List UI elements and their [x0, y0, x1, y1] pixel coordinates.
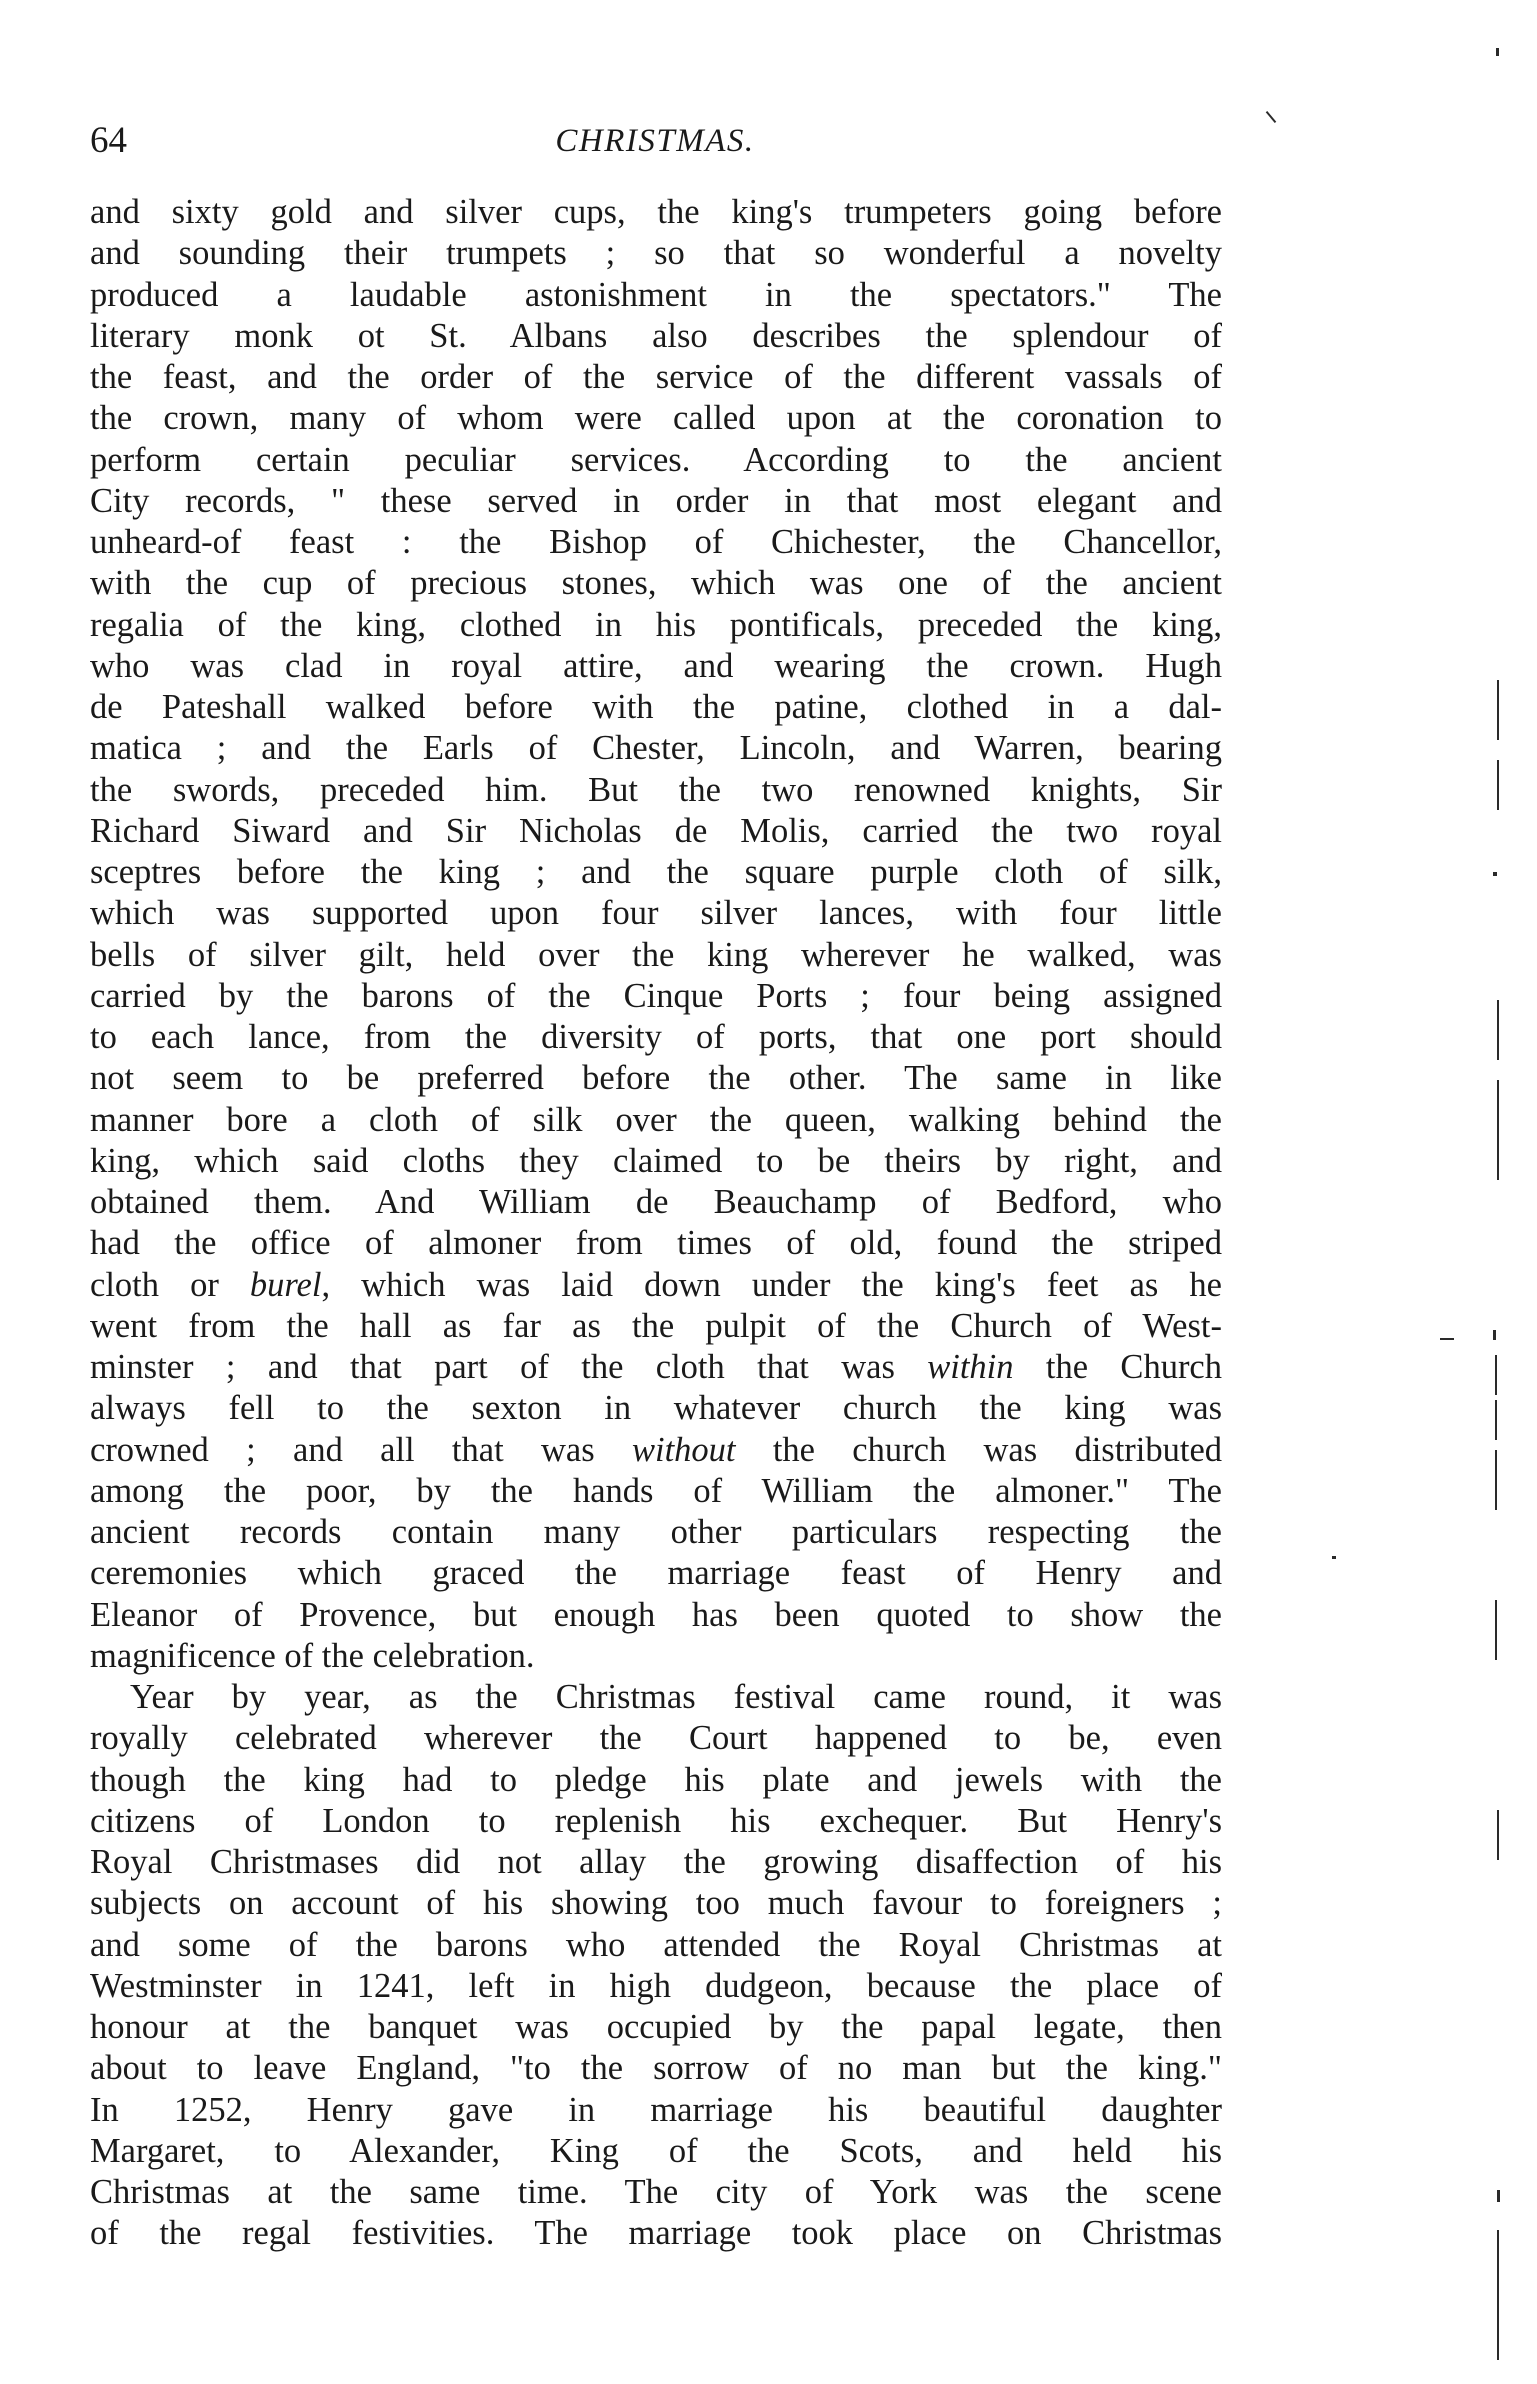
scan-mark	[1495, 1450, 1497, 1510]
scan-mark	[1497, 1000, 1499, 1060]
scan-mark	[1332, 1556, 1336, 1559]
text-line: about to leave England, "to the sorrow of no man but the king."	[90, 2049, 1222, 2088]
text-line: Christmas at the same time. The city of York was the scene	[90, 2173, 1222, 2211]
text-line: matica ; and the Earls of Chester, Lincoln, and Warren, bearing	[90, 729, 1222, 768]
scan-mark	[1495, 1400, 1497, 1440]
text-line: In 1252, Henry gave in marriage his beautiful daughter	[90, 2090, 1222, 2129]
text-line: Richard Siward and Sir Nicholas de Molis, carried the two royal	[90, 811, 1222, 850]
text-line: perform certain peculiar services. According to the ancient	[90, 440, 1222, 479]
running-head: CHRISTMAS.	[555, 123, 755, 159]
paragraph	[90, 1677, 1222, 2255]
text-line: the feast, and the order of the service of the different vassals of	[90, 358, 1222, 396]
scan-mark	[1497, 680, 1499, 740]
scan-mark	[1497, 2190, 1500, 2202]
text-line: and some of the barons who attended the Royal Christmas at	[90, 1925, 1222, 1964]
scan-mark	[1497, 1810, 1499, 1860]
text-line: citizens of London to replenish his exchequer. But Henry's	[90, 1801, 1222, 1840]
text-line: royally celebrated wherever the Court happened to be, even	[90, 1719, 1222, 1758]
text-line: magnificence of the celebration.	[90, 1636, 535, 1675]
text-line: Westminster in 1241, left in high dudgeon, because the place of	[90, 1966, 1222, 2005]
text-line: obtained them. And William de Beauchamp of Bedford, who	[90, 1183, 1222, 1221]
scan-mark	[1495, 1355, 1497, 1395]
text-line: manner bore a cloth of silk over the queen, walking behind the	[90, 1100, 1222, 1139]
text-line: the crown, many of whom were called upon at the coronation to	[90, 399, 1222, 438]
text-line: ceremonies which graced the marriage feast of Henry and	[90, 1554, 1222, 1593]
text-line: regalia of the king, clothed in his pontificals, preceded the king,	[90, 605, 1222, 644]
text-line: cloth or burel, which was laid down under the king's feet as he	[90, 1265, 1222, 1304]
text-line: crowned ; and all that was without the church was distributed	[90, 1430, 1222, 1469]
paragraph	[90, 192, 1222, 1677]
body-text	[90, 192, 1222, 2255]
text-line: though the king had to pledge his plate and jewels with the	[90, 1760, 1222, 1799]
scan-mark	[1495, 1600, 1497, 1660]
text-line: minster ; and that part of the cloth that was within the Church	[90, 1348, 1222, 1386]
text-line: to each lance, from the diversity of ports, that one port should	[90, 1018, 1222, 1056]
text-line: and sounding their trumpets ; so that so wonderful a novelty	[90, 234, 1222, 273]
text-line: Year by year, as the Christmas festival came round, it was	[130, 1678, 1222, 1716]
text-line: sceptres before the king ; and the square purple cloth of silk,	[90, 853, 1222, 891]
text-line: subjects on account of his showing too much favour to foreigners ;	[90, 1884, 1222, 1923]
text-line: ancient records contain many other particulars respecting the	[90, 1513, 1222, 1551]
text-line: Eleanor of Provence, but enough has been quoted to show the	[90, 1595, 1222, 1634]
text-line: produced a laudable astonishment in the spectators." The	[90, 275, 1222, 314]
text-line: Royal Christmases did not allay the growing disaffection of his	[90, 1843, 1222, 1881]
text-line: and sixty gold and silver cups, the king's trumpeters going before	[90, 193, 1222, 231]
text-line: City records, " these served in order in that most elegant and	[90, 481, 1222, 520]
page-header	[90, 116, 1220, 166]
scan-mark	[1493, 1330, 1496, 1340]
text-line: of the regal festivities. The marriage took place on Christmas	[90, 2214, 1222, 2253]
text-line: which was supported upon four silver lances, with four little	[90, 894, 1222, 933]
text-line: bells of silver gilt, held over the king wherever he walked, was	[90, 935, 1222, 974]
scan-mark	[1493, 872, 1497, 876]
text-line: not seem to be preferred before the other. The same in like	[90, 1059, 1222, 1098]
text-line: always fell to the sexton in whatever church the king was	[90, 1389, 1222, 1428]
text-line: Margaret, to Alexander, King of the Scots, and held his	[90, 2131, 1222, 2170]
scan-mark	[1497, 760, 1499, 810]
scan-mark	[1497, 2230, 1499, 2360]
text-line: who was clad in royal attire, and wearing the crown. Hugh	[90, 646, 1222, 685]
text-line: had the office of almoner from times of old, found the striped	[90, 1224, 1222, 1263]
text-line: unheard-of feast : the Bishop of Chichester, the Chancellor,	[90, 523, 1222, 561]
text-line: went from the hall as far as the pulpit of the Church of West-	[90, 1306, 1222, 1345]
text-line: literary monk ot St. Albans also describes the splendour of	[90, 316, 1222, 355]
scan-mark	[1440, 1338, 1454, 1340]
text-line: de Pateshall walked before with the patine, clothed in a dal-	[90, 688, 1222, 726]
text-line: honour at the banquet was occupied by the papal legate, then	[90, 2008, 1222, 2046]
scan-mark	[1497, 1080, 1499, 1180]
scan-mark	[1496, 48, 1499, 56]
text-line: carried by the barons of the Cinque Ports ; four being assigned	[90, 976, 1222, 1015]
text-line: with the cup of precious stones, which was one of the ancient	[90, 564, 1222, 603]
text-line: the swords, preceded him. But the two renowned knights, Sir	[90, 770, 1222, 809]
text-line: king, which said cloths they claimed to be theirs by right, and	[90, 1141, 1222, 1180]
page-number: 64	[90, 120, 127, 161]
scan-mark	[1266, 111, 1277, 123]
text-line: among the poor, by the hands of William the almoner." The	[90, 1471, 1222, 1510]
